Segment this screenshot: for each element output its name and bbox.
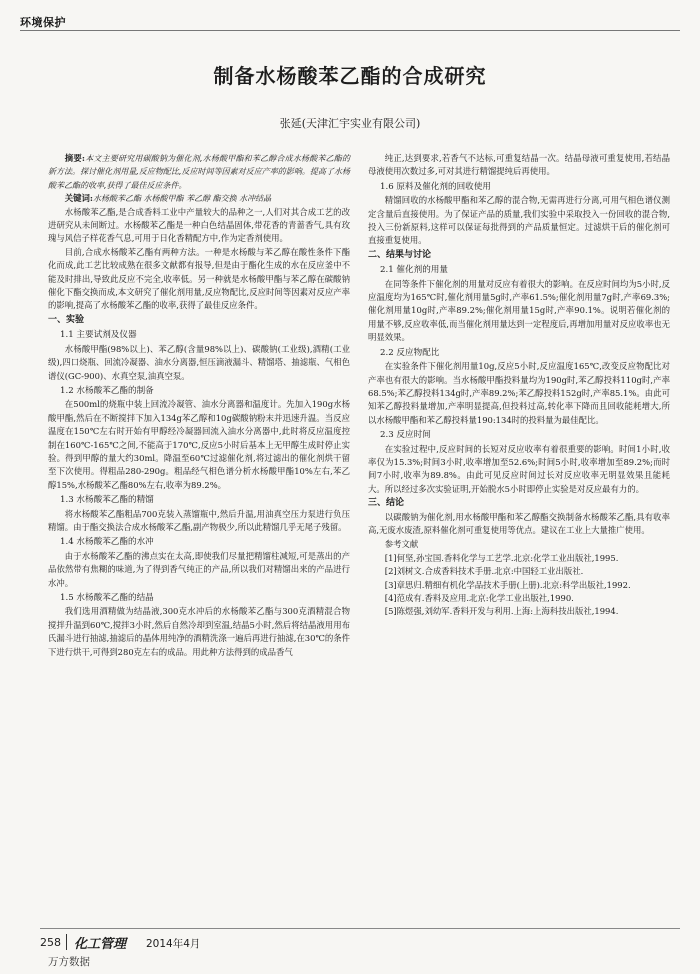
reference-item: [5]陈煜强,刘幼军.香料开发与利用.上海:上海科技出版社,1994. bbox=[384, 606, 619, 617]
heading-results: 二、结果与讨论 bbox=[368, 249, 432, 260]
keywords-text: 水杨酸苯乙酯 水杨酸甲酯 苯乙醇 酯交换 水冲结晶 bbox=[93, 194, 272, 204]
paragraph-1-6: 精馏回收的水杨酸甲酯和苯乙醇的混合物,无需再进行分离,可用气相色谱仪测定含量后直接使用。为了保证产品的质量,我们实验中采取投入一份回收的混合物,投入三份新原料,这样可以保证每批得到的产品质量恒定。过滤烘干后的催化剂可直接重复使用。 bbox=[368, 195, 670, 246]
paragraph-2-2: 在实验条件下催化剂用量10g,反应5小时,反应温度165℃,改变反应物配比对产率也有很大的影响。当水杨酸甲酯投料量均为190g时,苯乙醇投料110g时,产率68.5%;苯乙醇投料134g时,产率89.2%;苯乙醇投料152g时,产率85.1%。由此可知苯乙醇投料量增加,产率明显提高,但投料过高,转化率下降而且回收能耗增大,所以水杨酸甲酯和苯乙醇投料量190:134时的投料量为最佳配比。 bbox=[368, 361, 670, 425]
heading-1-4: 1.4 水杨酸苯乙酯的水冲 bbox=[60, 537, 154, 548]
heading-1-3: 1.3 水杨酸苯乙酯的精馏 bbox=[60, 495, 154, 506]
intro-paragraph-2: 目前,合成水杨酸苯乙酯有两种方法。一种是水杨酸与苯乙醇在酸性条件下酯化而成,此工艺比较成熟在很多文献都有报导,但是由于酯化生成的水在反应釜中不能及时排出,导致此反应不完全,收率低。另一种就是水杨酸甲酯与苯乙醇在碳酸钠催化下酯交换而成,本文研究了催化剂用量,反应物配比,反应时间等因素对反应产率的影响,提高了水杨酸苯乙酯的收率,获得了最佳反应条件。 bbox=[48, 246, 350, 311]
reference-item: [2]刘树文.合成香料技术手册.北京:中国轻工业出版社. bbox=[384, 566, 584, 577]
references-heading: 参考文献 bbox=[384, 539, 419, 550]
paragraph-1-5: 我们选用酒精做为结晶液,300克水冲后的水杨酸苯乙酯与300克酒精混合物搅拌升温到60℃,搅拌3小时,然后自然冷却到室温,结晶5小时,然后将结晶液用用布氏漏斗进行抽滤,抽滤后的晶体用纯净的酒精洗涤一遍后再进行抽滤,在30℃的条件下进行烘干,可得到280克左右的成品。用此种方法得到的成品香气 bbox=[48, 606, 350, 657]
footer-separator bbox=[66, 934, 67, 950]
heading-1-2: 1.2 水杨酸苯乙酯的制备 bbox=[60, 385, 154, 396]
keywords-label: 关键词: bbox=[64, 193, 94, 204]
heading-1-5: 1.5 水杨酸苯乙酯的结晶 bbox=[60, 593, 154, 603]
issue-date: 2014年4月 bbox=[146, 938, 201, 950]
right-column bbox=[368, 152, 670, 619]
page-number: 258 bbox=[40, 936, 61, 949]
footer-divider bbox=[40, 928, 680, 929]
reference-item: [1]何坚,孙宝国.香料化学与工艺学.北京:化学工业出版社,1995. bbox=[384, 552, 619, 563]
header-divider bbox=[20, 30, 680, 31]
article-title: 制备水杨酸苯乙酯的合成研究 bbox=[213, 64, 487, 88]
intro-paragraph-1: 水杨酸苯乙酯,是合成香料工业中产量较大的品种之一,人们对其合成工艺的改进研究从未间断过。水杨酸苯乙酯是一种白色结晶固体,带花香的青蔷香气,具有玫瑰与风信子样花香气息,可用于日化香精配方中,作为定香剂使用。 bbox=[48, 206, 350, 244]
section-tag: 环境保护 bbox=[20, 16, 66, 29]
paragraph-1-2: 在500ml的烧瓶中装上回流冷凝管、油水分离器和温度计。先加入190g水杨酸甲酯,然后在不断搅拌下加入134g苯乙醇和10g碳酸钠粉末并迅速升温。当反应温度在150℃左右时开始有甲醇经冷凝器回流入油水分离器中,此时将反应温度控制在160℃-165℃之间,不能高于170℃,反应5小时后基本上无甲醇生成时停止实验。得到甲醇的量大约30ml。降温至60℃过滤催化剂,将过滤出的催化剂烘干留至下次使用。得粗品280-290g。粗品经气相色谱分析水杨酸甲酯10%左右,苯乙醇15%,水杨酸苯乙酯80%左右,收率为89.2%。 bbox=[48, 399, 350, 490]
article-author: 张延(天津汇宇实业有限公司) bbox=[279, 117, 421, 130]
left-column bbox=[48, 152, 350, 659]
heading-2-2: 2.2 反应物配比 bbox=[380, 347, 440, 358]
heading-1-6: 1.6 原料及催化剂的回收使用 bbox=[380, 181, 491, 192]
heading-experiment: 一、实验 bbox=[48, 314, 85, 325]
heading-2-1: 2.1 催化剂的用量 bbox=[380, 265, 448, 276]
paragraph-1-3: 将水杨酸苯乙酯粗品700克装入蒸馏瓶中,然后升温,用油真空压力泵进行负压精馏。由于酯交换法合成水杨酸苯乙酯,副产物极少,所以此精馏几乎无尾子残留。 bbox=[48, 508, 350, 532]
abstract-label: 摘要: bbox=[64, 153, 86, 163]
abstract bbox=[48, 152, 350, 192]
paragraph-2-1: 在同等条件下催化剂的用量对反应有着很大的影响。在反应时间均为5小时,反应温度均为165℃时,催化剂用量5g时,产率61.5%;催化剂用量7g时,产率69.3%;催化剂用量10g时,产率89.2%;催化剂用量15g时,产率90.1%。说明若催化剂的用量不够,反应收率低,而当催化剂用量达到一定程度后,再增加用量对反应收率也无明显效果。 bbox=[368, 278, 670, 343]
journal-name: 化工管理 bbox=[74, 937, 127, 952]
paragraph-2-3: 在实验过程中,反应时间的长短对反应收率有着很重要的影响。时间1小时,收率仅为15.3%;时间3小时,收率增加至52.6%;时间5小时,收率增加至89.2%;而时间7小时,收率为89.8%。由此可见反应时间过长对反应收率无明显效果且能耗大。所以经过多次实验证明,开始脱水5小时即停止实验是对反应最有力的。 bbox=[368, 443, 670, 494]
heading-conclusion: 三、结论 bbox=[368, 498, 405, 509]
paragraph-1-1: 水杨酸甲酯(98%以上)、苯乙醇(含量98%以上)、碳酸钠(工业级),酒精(工业级),四口烧瓶、回流冷凝器、油水分离器,恒压滴液漏斗、精馏塔、抽滤瓶、气相色谱仪(GC-900)、水真空泵,油真空泵。 bbox=[48, 343, 350, 381]
paragraph-conclusion: 以碳酸钠为催化剂,用水杨酸甲酯和苯乙醇酯交换制备水杨酸苯乙酯,具有收率高,无废水废渣,原料催化剂可重复使用等优点。建议在工业上大量推广使用。 bbox=[368, 511, 670, 535]
paragraph-continued: 纯正,达到要求,若香气不达标,可重复结晶一次。结晶母液可重复使用,若结晶母液使用次数过多,可对其进行精馏提纯后再使用。 bbox=[368, 153, 670, 177]
abstract-text: 本文主要研究用碳酸钠为催化剂,水杨酸甲酯和苯乙醇合成水杨酸苯乙酯的新方法。探讨催化剂用量,反应物配比,反应时间等因素对反应产率的影响。提高了水杨酸苯乙酯的收率,获得了最佳反应条件。 bbox=[48, 154, 350, 190]
paragraph-1-4: 由于水杨酸苯乙酯的沸点实在太高,即使我们尽量把精馏柱减短,可是蒸出的产品依然带有焦糊的味道,为了得到香气纯正的产品,所以我们对精馏出来的产品进行水冲。 bbox=[48, 550, 350, 588]
heading-1-1: 1.1 主要试剂及仪器 bbox=[60, 330, 137, 341]
heading-2-3: 2.3 反应时间 bbox=[380, 430, 431, 441]
reference-item: [3]章思归.精细有机化学品技术手册(上册).北京:科学出版社,1992. bbox=[384, 579, 631, 590]
keywords bbox=[48, 192, 350, 205]
reference-item: [4]范成有.香料及应用.北京:化学工业出版社,1990. bbox=[384, 593, 574, 603]
database-watermark: 万方数据 bbox=[48, 956, 90, 968]
